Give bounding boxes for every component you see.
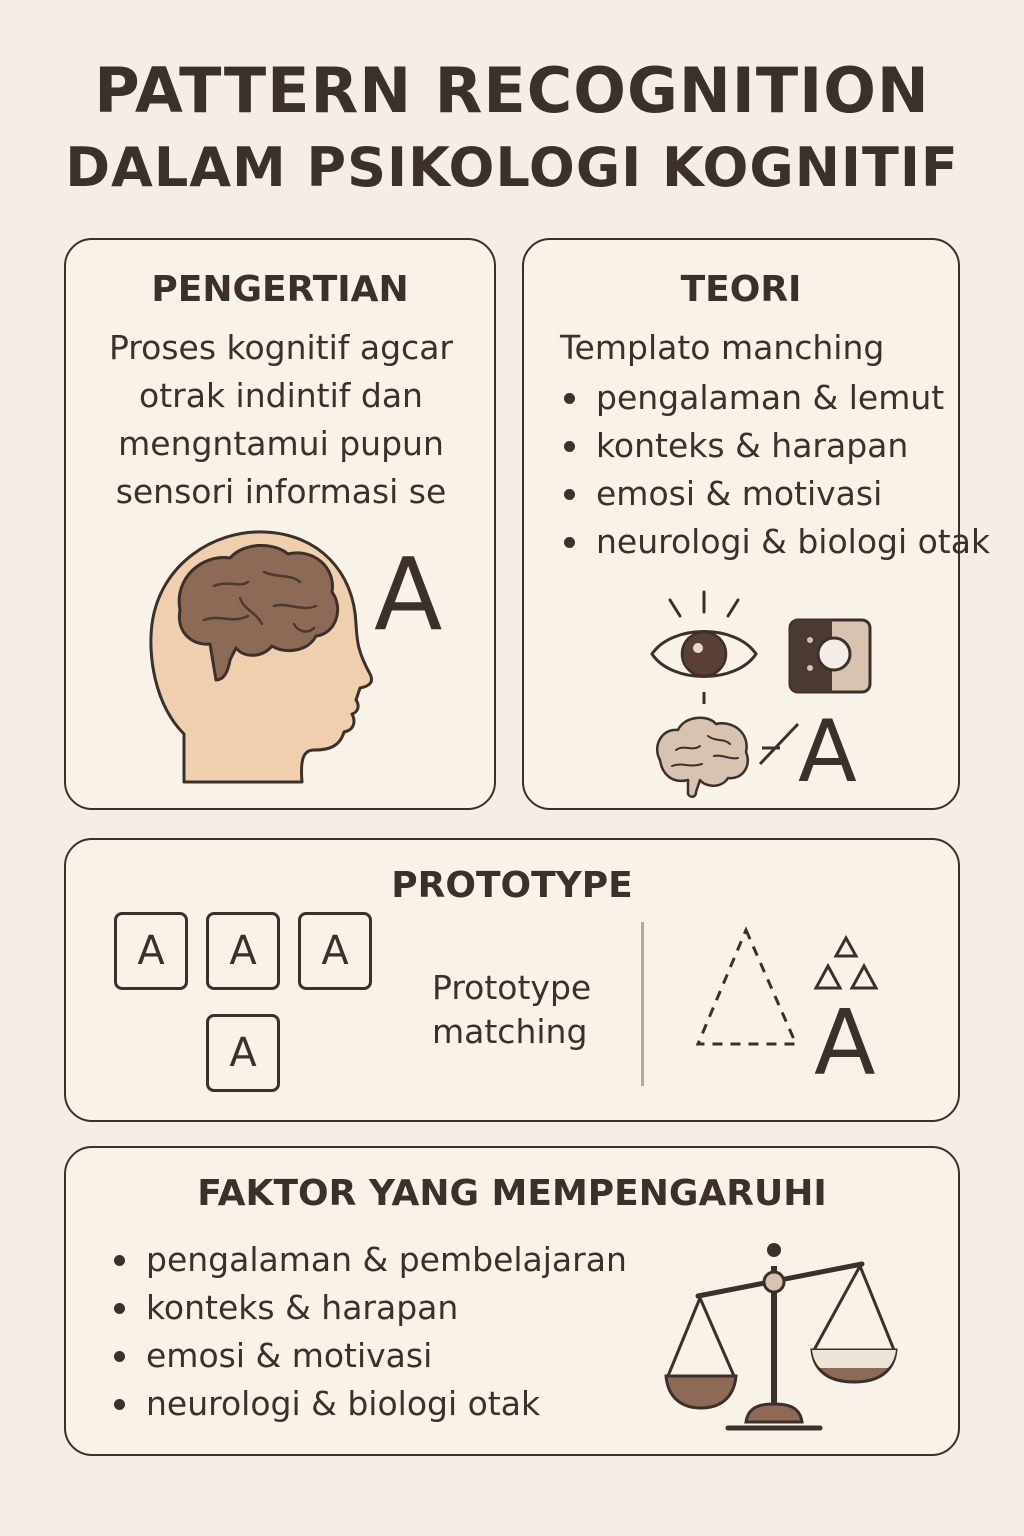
letter-a-prototype: A (814, 991, 876, 1096)
card-prototype (64, 838, 960, 1122)
human-head-brain-icon (144, 524, 374, 784)
list-item: emosi & motivasi (110, 1332, 627, 1380)
card-teori (522, 238, 991, 810)
letter-variant-box: A (206, 1014, 280, 1092)
card-faktor (64, 1146, 960, 1456)
letter-a-template: A (798, 702, 857, 802)
teori-heading: TEORI (680, 269, 802, 310)
letter-variant-box: A (206, 912, 280, 990)
letter-variant-box: A (298, 912, 372, 990)
teori-bullet-list (560, 374, 990, 566)
label-line: matching (432, 1012, 588, 1051)
faktor-heading: FAKTOR YANG MEMPENGARUHI (197, 1173, 827, 1214)
letter-a-stimulus: A (374, 536, 443, 653)
list-item: emosi & motivasi (560, 470, 990, 518)
balance-scale-icon (662, 1238, 898, 1434)
page-subtitle: DALAM PSIKOLOGI KOGNITIF (65, 136, 959, 199)
list-item: neurologi & biologi otak (560, 518, 990, 566)
label-line: Prototype (432, 968, 592, 1007)
letter-variant-box: A (114, 912, 188, 990)
prototype-heading: PROTOTYPE (391, 865, 633, 906)
pengertian-definition (76, 324, 486, 516)
page-title: PATTERN RECOGNITION (94, 54, 930, 127)
definition-line: otrak indintif dan (139, 376, 423, 415)
card-pengertian (64, 238, 496, 810)
teori-subtitle: Templato manching (560, 328, 885, 367)
sensor-icon (788, 618, 874, 696)
divider (641, 922, 644, 1086)
definition-line: mengntamui pupun (118, 424, 444, 463)
definition-line: Proses kognitif agcar (108, 328, 453, 367)
eye-icon (648, 588, 760, 692)
list-item: konteks & harapan (110, 1284, 627, 1332)
list-item: pengalaman & lemut (560, 374, 990, 422)
brain-icon (650, 710, 754, 800)
prototype-matching-label (432, 966, 642, 1054)
list-item: neurologi & biologi otak (110, 1380, 627, 1428)
definition-line: sensori informasi se (115, 472, 447, 511)
pengertian-heading: PENGERTIAN (151, 269, 409, 310)
list-item: konteks & harapan (560, 422, 990, 470)
faktor-bullet-list (110, 1236, 627, 1428)
list-item: pengalaman & pembelajaran (110, 1236, 627, 1284)
